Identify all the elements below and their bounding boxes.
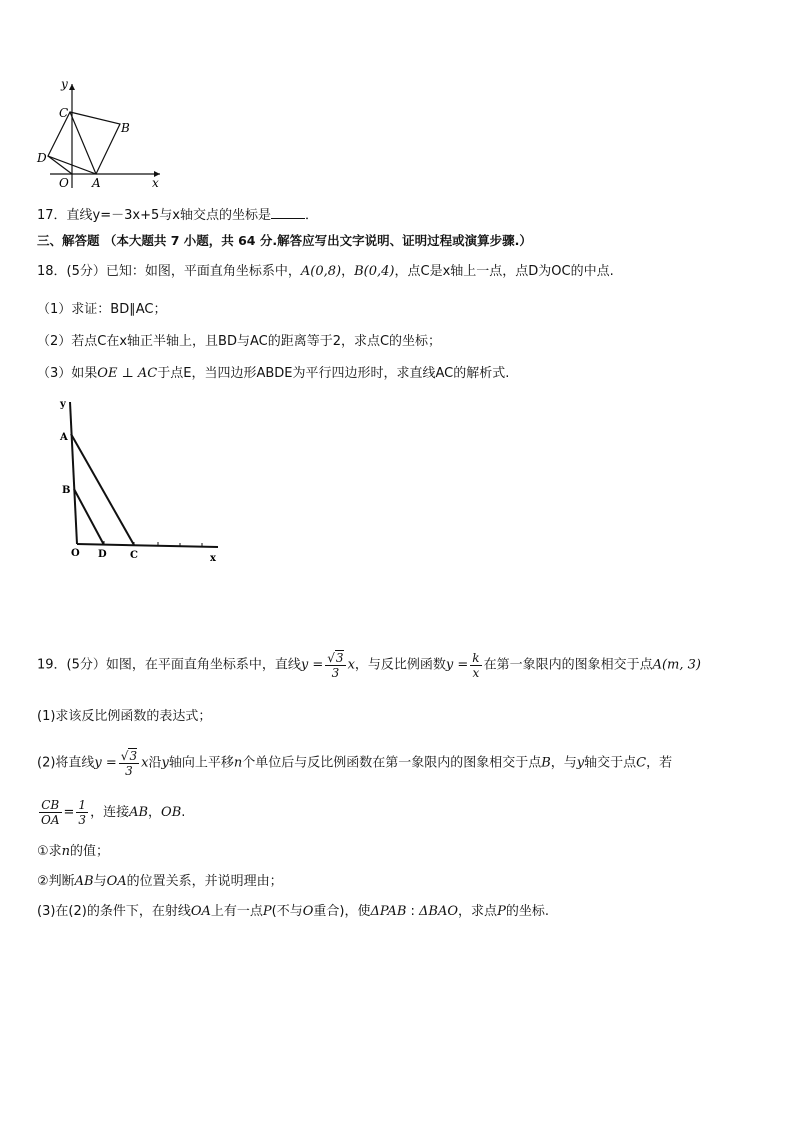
label-c: C	[59, 106, 69, 120]
q19-intro-pre: 19．(5分）如图，在平面直角坐标系中，直线	[37, 657, 301, 673]
q19-p3-d: 重合)，使	[313, 904, 371, 919]
q19-intro-post: 在第一象限内的图象相交于点	[483, 657, 653, 673]
fraction-one-third: $\frac{1}{3}$	[78, 798, 87, 827]
question-17-text: 17．直线y=－3x+5与x轴交点的坐标是	[37, 208, 271, 223]
q18-intro-pre: 18．(5分）已知：如图，平面直角坐标系中，	[37, 264, 301, 279]
question-19-part-2	[37, 748, 672, 779]
q19-p3-a: (3)在(2)的条件下，在射线	[37, 904, 191, 919]
label-d: D	[98, 549, 107, 560]
q19-p2-C: C	[636, 755, 647, 771]
q19-ab: AB	[129, 805, 149, 820]
q19-p2-e: 轴交于点	[584, 755, 637, 771]
label-o: O	[59, 176, 69, 190]
q19-p3-p: P	[262, 904, 272, 919]
q19-s1-pre: ①求	[37, 844, 62, 859]
segment-ca	[70, 112, 96, 174]
q19-p2-y2: y	[576, 755, 585, 771]
q19-ob: OB	[161, 805, 182, 820]
q19-s2-ab: AB	[74, 874, 94, 889]
figure-q18	[52, 394, 227, 566]
q18-point-b: B(0,4)	[354, 264, 395, 279]
question-17-end: ．	[304, 208, 318, 223]
question-18-part-1: （1）求证：BD∥AC；	[37, 302, 167, 317]
q19-p2-f: ，若	[646, 755, 673, 771]
label-b: B	[62, 485, 71, 496]
q19-p3-e: ，求点	[458, 904, 498, 919]
q19-y-eq-2: y =	[445, 657, 469, 673]
q19-s2-mid: 与	[93, 874, 107, 889]
y-axis	[70, 402, 77, 544]
segment-bd	[74, 489, 104, 545]
q19-p2-c: 个单位后与反比例函数在第一象限内的图象相交于点	[242, 755, 542, 771]
question-18-part-3	[37, 365, 509, 383]
q18-comma: ，	[341, 264, 355, 279]
q19-s2-pre: ②判断	[37, 874, 75, 889]
question-19-sub-2	[37, 873, 283, 891]
label-a: A	[60, 432, 68, 443]
question-18-part-2: （2）若点C在x轴正半轴上，且BD与AC的距离等于2，求点C的坐标；	[37, 334, 442, 349]
q19-p2-pre: (2)将直线	[37, 755, 95, 771]
question-18-intro	[37, 263, 614, 281]
q19-p2-B: B	[541, 755, 551, 771]
fraction-cb-over-oa: $\frac{CB}{OA}$	[41, 798, 60, 827]
q19-dot: .	[181, 805, 186, 820]
q19-p3-tri1: ΔPAB	[370, 904, 407, 919]
q19-p3-oa: OA	[190, 904, 211, 919]
segment-ac	[71, 434, 134, 545]
label-y: y	[60, 399, 66, 410]
q19-p3-sim: :	[410, 904, 415, 919]
q19-s1-post: 的值；	[70, 844, 110, 859]
section-3-title: 三、解答题 （本大题共 7 小题，共 64 分.解答应写出文字说明、证明过程或演算步骤.）	[37, 233, 532, 248]
figure-square-on-axes	[32, 76, 172, 196]
y-axis-arrow	[69, 84, 75, 90]
question-17	[37, 206, 318, 225]
fraction-sqrt3-over-3: $\frac{√3}{3}$	[327, 651, 344, 680]
q19-p3-tri2: ΔBAO	[419, 904, 459, 919]
q19-comma: ，	[148, 805, 162, 820]
question-19-sub-1	[37, 843, 109, 861]
question-19-part-1: (1)求该反比例函数的表达式；	[37, 709, 212, 724]
q19-x: x	[347, 657, 355, 673]
q19-p2-a: 沿	[148, 755, 162, 771]
q19-s2-post: 的位置关系，并说明理由；	[126, 874, 283, 889]
label-d: D	[37, 151, 47, 165]
q19-intro-mid: ，与反比例函数	[354, 657, 446, 673]
q19-point-a: A(m, 3)	[652, 657, 701, 673]
q19-p3-c: (不与	[271, 904, 303, 919]
q18-p3-math: OE ⊥ AC	[97, 366, 158, 381]
fraction-k-over-x: $\frac{k}{x}$	[472, 650, 480, 680]
question-19-part-3	[37, 903, 549, 921]
question-19-ratio-line	[37, 796, 185, 830]
q19-p2-y-eq: y =	[94, 755, 117, 771]
q19-eq: =	[63, 805, 75, 820]
q19-p2-n: n	[233, 755, 243, 771]
label-b: B	[121, 121, 130, 135]
q19-p3-o: O	[302, 904, 314, 919]
answer-blank[interactable]	[271, 206, 305, 219]
q19-s2-oa: OA	[106, 874, 127, 889]
q19-p2-b: 轴向上平移	[168, 755, 234, 771]
label-a: A	[92, 176, 101, 190]
question-19-intro	[37, 650, 701, 681]
q19-s1-n: n	[61, 844, 71, 859]
q18-intro-post: ，点C是x轴上一点，点D为OC的中点.	[394, 264, 614, 279]
q19-p3-f: 的坐标.	[505, 904, 549, 919]
label-c: C	[130, 550, 138, 561]
q19-p2-x: x	[141, 755, 149, 771]
label-x: x	[152, 176, 159, 190]
label-o: O	[71, 548, 80, 559]
fraction-sqrt3-over-3-b: $\frac{√3}{3}$	[120, 749, 138, 778]
q19-p2-y: y	[161, 755, 169, 771]
q19-p2-d: ，与	[550, 755, 577, 771]
q18-point-a: A(0,8)	[300, 264, 342, 279]
q18-p3-post: 于点E，当四边形ABDE为平行四边形时，求直线AC的解析式.	[157, 366, 510, 381]
q19-p2-g: ，连接	[90, 805, 130, 820]
q19-p3-b: 上有一点	[210, 904, 263, 919]
segment-do	[48, 156, 72, 174]
q19-y-eq: y =	[300, 657, 324, 673]
q18-p3-pre: （3）如果	[37, 366, 98, 381]
q19-p3-p2: P	[497, 904, 506, 919]
x-axis	[77, 544, 218, 547]
label-y: y	[61, 77, 68, 91]
label-x: x	[210, 553, 216, 564]
